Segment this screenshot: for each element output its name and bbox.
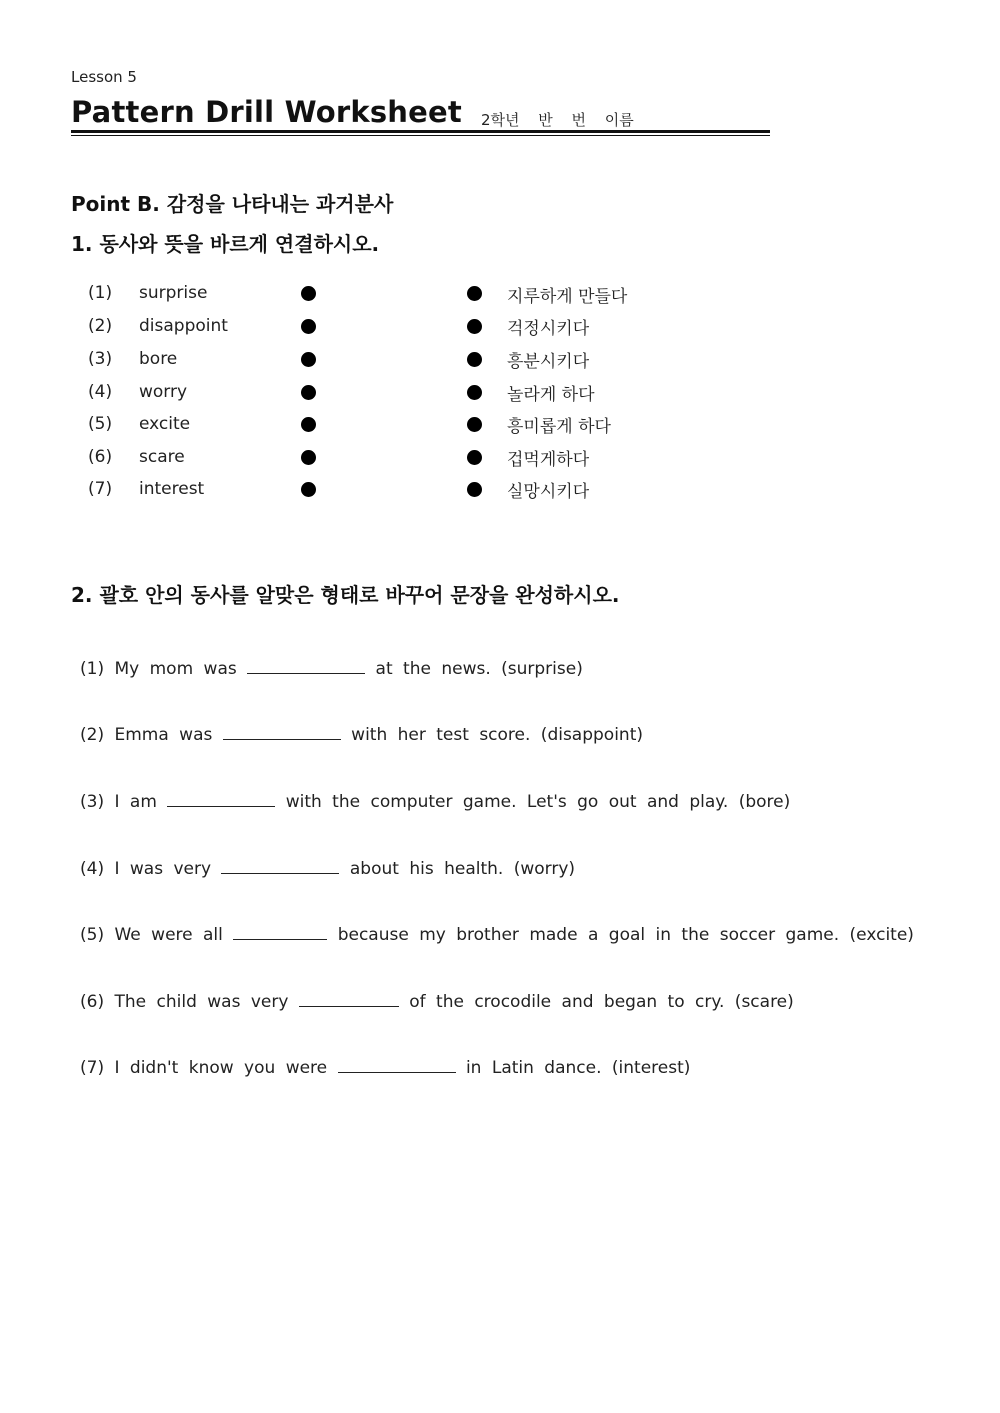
row-meaning: 놀라게 하다 [507,385,595,405]
row-number: (6) [88,447,113,467]
match-dot-right[interactable] [467,482,482,497]
answer-blank[interactable] [299,990,399,1007]
sentence-after: at the news. (surprise) [375,659,583,679]
sentence-before: (1) My mom was [80,659,237,679]
sentence-item [80,923,914,945]
sentence-after: of the crocodile and began to cry. (scare) [409,992,794,1012]
row-number: (1) [88,283,113,303]
answer-blank[interactable] [233,923,327,940]
match-dot-left[interactable] [301,482,316,497]
row-number: (2) [88,316,113,336]
sentence-item [80,657,583,679]
sentence-item [80,857,575,879]
match-dot-left[interactable] [301,286,316,301]
row-number: (5) [88,414,113,434]
section1-heading: 1. 동사와 뜻을 바르게 연결하시오. [71,232,380,256]
row-meaning: 흥미롭게 하다 [507,417,611,437]
sentence-after: because my brother made a goal in the soccer game. (excite) [337,925,914,945]
answer-blank[interactable] [247,657,365,674]
row-verb: scare [139,447,185,467]
row-number: (3) [88,349,113,369]
sentence-before: (6) The child was very [80,992,289,1012]
match-dot-right[interactable] [467,450,482,465]
sentence-item [80,1056,690,1078]
row-meaning: 지루하게 만들다 [507,287,628,307]
match-dot-left[interactable] [301,319,316,334]
row-meaning: 흥분시키다 [507,352,590,372]
match-dot-right[interactable] [467,319,482,334]
lesson-label: Lesson 5 [71,68,137,86]
sentence-item [80,723,643,745]
match-dot-left[interactable] [301,385,316,400]
match-dot-left[interactable] [301,450,316,465]
row-meaning: 실망시키다 [507,482,590,502]
sentence-before: (5) We were all [80,925,223,945]
row-number: (7) [88,479,113,499]
row-verb: surprise [139,283,208,303]
title-rule-thin [71,135,770,136]
sentence-before: (2) Emma was [80,725,213,745]
sentence-after: with her test score. (disappoint) [351,725,644,745]
row-number: (4) [88,382,113,402]
sentence-item [80,790,790,812]
sentence-before: (7) I didn't know you were [80,1058,328,1078]
sentence-after: in Latin dance. (interest) [465,1058,691,1078]
class-info: 2학년 반 번 이름 [481,111,634,129]
answer-blank[interactable] [338,1056,456,1073]
row-verb: excite [139,414,191,434]
sentence-after: about his health. (worry) [349,859,576,879]
answer-blank[interactable] [221,857,339,874]
point-heading: Point B. 감정을 나타내는 과거분사 [71,192,394,216]
row-verb: worry [139,382,188,402]
sentence-item [80,990,794,1012]
title-rule-thick [71,130,770,133]
match-dot-right[interactable] [467,417,482,432]
row-verb: disappoint [139,316,228,336]
sentence-after: with the computer game. Let's go out and play. (bore) [285,792,791,812]
sentence-before: (3) I am [80,792,157,812]
match-dot-left[interactable] [301,352,316,367]
section2-heading: 2. 괄호 안의 동사를 알맞은 형태로 바꾸어 문장을 완성하시오. [71,583,620,607]
row-meaning: 겁먹게하다 [507,450,590,470]
page-title: Pattern Drill Worksheet [71,95,462,129]
match-dot-right[interactable] [467,286,482,301]
row-meaning: 걱정시키다 [507,319,590,339]
row-verb: interest [139,479,205,499]
sentence-before: (4) I was very [80,859,212,879]
match-dot-right[interactable] [467,385,482,400]
row-verb: bore [139,349,178,369]
answer-blank[interactable] [167,790,275,807]
answer-blank[interactable] [223,723,341,740]
match-dot-left[interactable] [301,417,316,432]
match-dot-right[interactable] [467,352,482,367]
